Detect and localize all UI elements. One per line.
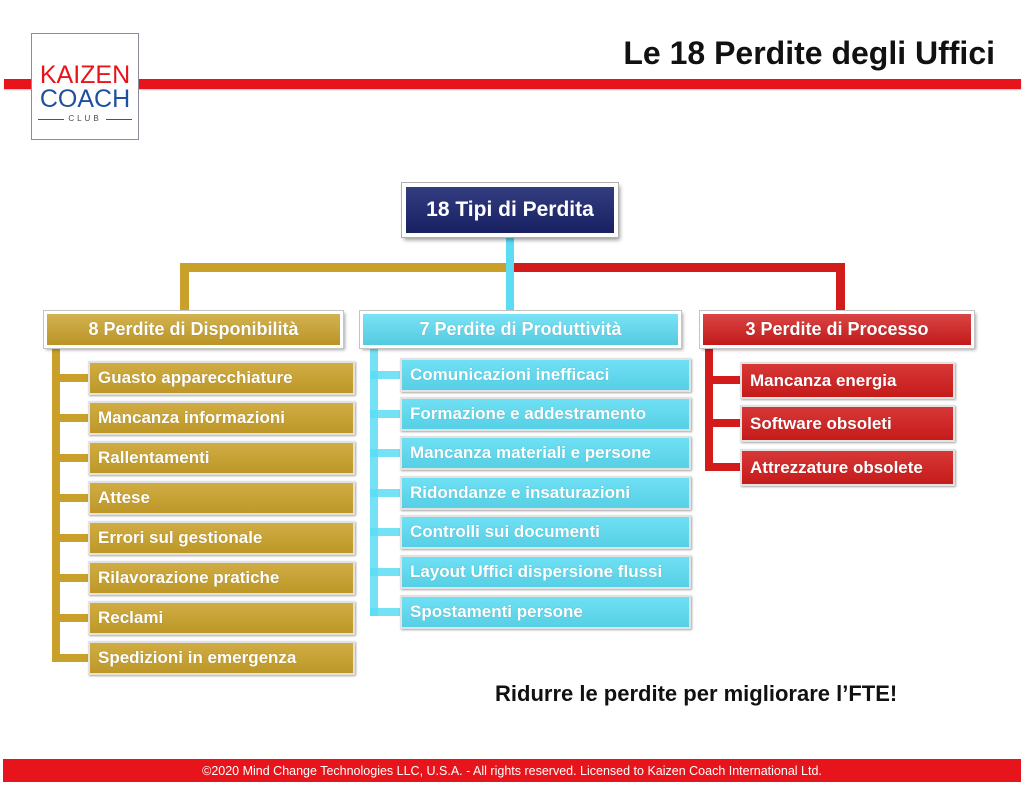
connector-tick	[370, 608, 400, 616]
loss-item-mancanza-materiali-persone	[400, 436, 691, 470]
connector-tick	[52, 414, 88, 422]
connector-tick	[370, 528, 400, 536]
loss-item-label: Comunicazioni inefficaci	[410, 365, 610, 384]
connector-tick	[705, 376, 740, 384]
loss-item-label: Layout Uffici dispersione flussi	[410, 562, 663, 581]
connector-tick	[370, 449, 400, 457]
loss-item-rilavorazione-pratiche	[88, 561, 355, 595]
kaizen-coach-club-logo	[31, 33, 139, 140]
connector-tick	[705, 463, 740, 471]
loss-item-layout-uffici	[400, 555, 691, 589]
connector-stem-productivity	[506, 237, 514, 311]
loss-item-label: Controlli sui documenti	[410, 522, 600, 541]
loss-item-label: Software obsoleti	[750, 413, 892, 433]
loss-item-rallentamenti	[88, 441, 355, 475]
loss-item-label: Rallentamenti	[98, 448, 210, 467]
loss-item-formazione-addestramento	[400, 397, 691, 431]
slogan-text: Ridurre le perdite per migliorare l’FTE!	[495, 681, 898, 706]
root-node-label: 18 Tipi di Perdita	[426, 198, 594, 221]
connector-tick	[705, 419, 740, 427]
loss-item-guasto-apparecchiature	[88, 361, 355, 395]
branch-process	[700, 311, 974, 348]
footer-bar	[3, 759, 1021, 782]
connector-tick	[52, 534, 88, 542]
logo-club-line-right	[106, 119, 132, 120]
connector-tick	[370, 489, 400, 497]
root-node	[402, 183, 618, 237]
logo-coach-text: COACH	[39, 85, 131, 113]
loss-item-label: Reclami	[98, 608, 164, 627]
loss-item-ridondanze-insaturazioni	[400, 476, 691, 510]
loss-item-label: Mancanza informazioni	[98, 408, 286, 427]
loss-item-controlli-documenti	[400, 515, 691, 549]
connector-tick	[370, 410, 400, 418]
connector-tick	[370, 371, 400, 379]
logo-kaizen-text: KAIZEN	[39, 61, 131, 89]
connector-stem-process	[836, 263, 845, 311]
loss-item-label: Spedizioni in emergenza	[98, 648, 297, 667]
loss-item-label: Attese	[98, 488, 150, 507]
loss-item-label: Rilavorazione pratiche	[98, 568, 280, 587]
connector-tick	[52, 614, 88, 622]
branch-availability	[44, 311, 343, 348]
branch-productivity-label: 7 Perdite di Produttività	[419, 319, 622, 339]
branch-process-label: 3 Perdite di Processo	[745, 319, 929, 339]
connector-tick	[52, 494, 88, 502]
loss-item-attrezzature-obsolete	[740, 449, 955, 486]
branch-availability-label: 8 Perdite di Disponibilità	[88, 319, 299, 339]
loss-item-mancanza-energia	[740, 362, 955, 399]
branch-productivity	[360, 311, 681, 348]
loss-item-label: Mancanza energia	[750, 370, 897, 390]
loss-item-label: Attrezzature obsolete	[750, 457, 923, 477]
loss-item-comunicazioni-inefficaci	[400, 358, 691, 392]
connector-tick	[52, 654, 88, 662]
loss-item-software-obsoleti	[740, 405, 955, 442]
loss-item-label: Formazione e addestramento	[410, 404, 647, 423]
connector-bar-process	[510, 263, 845, 272]
loss-item-attese	[88, 481, 355, 515]
page-title: Le 18 Perdite degli Uffici	[623, 35, 995, 71]
connector-tick	[52, 574, 88, 582]
loss-item-label: Ridondanze e insaturazioni	[410, 483, 631, 502]
loss-item-label: Spostamenti persone	[410, 602, 583, 621]
loss-item-reclami	[88, 601, 355, 635]
loss-item-label: Guasto apparecchiature	[98, 368, 293, 387]
connector-stem-availability	[180, 263, 189, 311]
loss-item-errori-gestionale	[88, 521, 355, 555]
logo-club-text: CLUB	[68, 114, 102, 123]
loss-item-spostamenti-persone	[400, 595, 691, 629]
loss-item-spedizioni-emergenza	[88, 641, 355, 675]
connector-tick	[370, 568, 400, 576]
connector-tick	[52, 454, 88, 462]
connector-bar-availability	[180, 263, 510, 272]
connector-spine-process	[705, 348, 713, 471]
loss-item-label: Mancanza materiali e persone	[410, 443, 651, 462]
connector-tick	[52, 374, 88, 382]
header-red-rule	[4, 79, 1021, 89]
loss-item-mancanza-informazioni	[88, 401, 355, 435]
copyright-text: ©2020 Mind Change Technologies LLC, U.S.A. - All rights reserved. Licensed to Kaizen Coach International Ltd.	[202, 763, 822, 778]
loss-item-label: Errori sul gestionale	[98, 528, 263, 547]
